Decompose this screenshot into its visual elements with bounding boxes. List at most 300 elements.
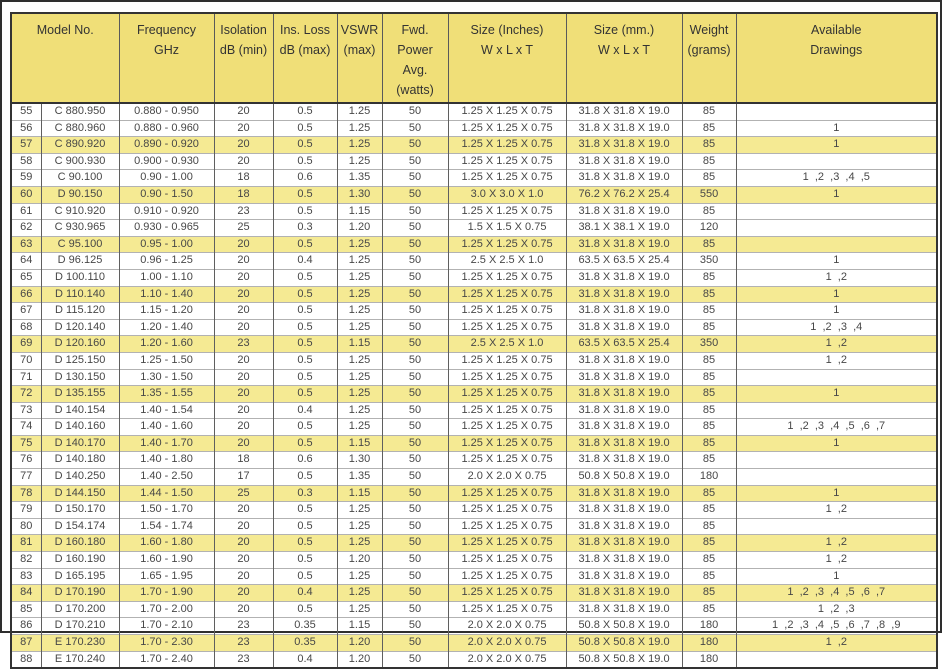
table-row [11, 103, 937, 120]
cell-model: D 90.150 [41, 186, 119, 203]
col-header-isolation [214, 13, 273, 103]
cell-smm: 31.8 X 31.8 X 19.0 [566, 369, 682, 386]
cell-loss: 0.5 [273, 601, 337, 618]
cell-drw [736, 220, 937, 237]
col-header-vswr [337, 13, 382, 103]
cell-drw: 1 ,2 [736, 552, 937, 569]
cell-power: 50 [382, 585, 448, 602]
cell-drw: 1 [736, 286, 937, 303]
cell-model: D 140.170 [41, 435, 119, 452]
table-row [11, 369, 937, 386]
table-row [11, 518, 937, 535]
header-sublabel: W x L x T [597, 43, 651, 57]
cell-no: 63 [11, 236, 41, 253]
cell-drw: 1 ,2 [736, 352, 937, 369]
cell-no: 66 [11, 286, 41, 303]
cell-freq: 1.15 - 1.20 [119, 303, 214, 320]
header-sublabel [12, 40, 119, 42]
cell-model: D 140.154 [41, 402, 119, 419]
cell-power: 50 [382, 170, 448, 187]
cell-vswr: 1.15 [337, 618, 382, 635]
cell-sin: 2.0 X 2.0 X 0.75 [448, 651, 566, 668]
cell-power: 50 [382, 120, 448, 137]
cell-vswr: 1.25 [337, 236, 382, 253]
cell-loss: 0.35 [273, 618, 337, 635]
cell-sin: 1.25 X 1.25 X 0.75 [448, 153, 566, 170]
cell-iso: 25 [214, 485, 273, 502]
cell-vswr: 1.30 [337, 186, 382, 203]
cell-model: C 900.930 [41, 153, 119, 170]
table-row [11, 186, 937, 203]
cell-iso: 20 [214, 402, 273, 419]
table-row [11, 585, 937, 602]
cell-freq: 1.35 - 1.55 [119, 386, 214, 403]
cell-power: 50 [382, 286, 448, 303]
cell-freq: 1.50 - 1.70 [119, 502, 214, 519]
cell-loss: 0.5 [273, 469, 337, 486]
table-row [11, 435, 937, 452]
cell-vswr: 1.25 [337, 103, 382, 120]
cell-sin: 1.25 X 1.25 X 0.75 [448, 601, 566, 618]
cell-model: C 890.920 [41, 137, 119, 154]
cell-vswr: 1.25 [337, 502, 382, 519]
cell-vswr: 1.20 [337, 635, 382, 652]
cell-loss: 0.4 [273, 651, 337, 668]
table-row [11, 319, 937, 336]
cell-iso: 20 [214, 120, 273, 137]
cell-smm: 31.8 X 31.8 X 19.0 [566, 170, 682, 187]
cell-no: 68 [11, 319, 41, 336]
cell-sin: 1.25 X 1.25 X 0.75 [448, 236, 566, 253]
cell-power: 50 [382, 369, 448, 386]
cell-drw: 1 [736, 568, 937, 585]
cell-wt: 180 [682, 635, 736, 652]
table-row [11, 203, 937, 220]
cell-wt: 85 [682, 153, 736, 170]
cell-smm: 31.8 X 31.8 X 19.0 [566, 552, 682, 569]
cell-iso: 20 [214, 369, 273, 386]
cell-model: D 165.195 [41, 568, 119, 585]
cell-vswr: 1.25 [337, 568, 382, 585]
cell-power: 50 [382, 419, 448, 436]
cell-sin: 1.25 X 1.25 X 0.75 [448, 419, 566, 436]
cell-iso: 18 [214, 170, 273, 187]
cell-loss: 0.5 [273, 535, 337, 552]
cell-sin: 1.25 X 1.25 X 0.75 [448, 352, 566, 369]
table-body [11, 103, 937, 668]
cell-sin: 1.25 X 1.25 X 0.75 [448, 568, 566, 585]
cell-no: 58 [11, 153, 41, 170]
cell-no: 80 [11, 518, 41, 535]
cell-sin: 1.25 X 1.25 X 0.75 [448, 435, 566, 452]
cell-iso: 25 [214, 220, 273, 237]
cell-smm: 31.8 X 31.8 X 19.0 [566, 402, 682, 419]
cell-drw: 1 ,2 [736, 336, 937, 353]
cell-model: E 170.240 [41, 651, 119, 668]
cell-drw [736, 452, 937, 469]
cell-smm: 50.8 X 50.8 X 19.0 [566, 651, 682, 668]
cell-loss: 0.5 [273, 153, 337, 170]
cell-no: 69 [11, 336, 41, 353]
cell-no: 62 [11, 220, 41, 237]
cell-loss: 0.5 [273, 137, 337, 154]
cell-drw: 1 ,2 [736, 535, 937, 552]
cell-model: D 160.180 [41, 535, 119, 552]
cell-drw: 1 [736, 386, 937, 403]
cell-model: D 140.250 [41, 469, 119, 486]
table-row [11, 236, 937, 253]
cell-smm: 31.8 X 31.8 X 19.0 [566, 518, 682, 535]
cell-no: 72 [11, 386, 41, 403]
col-header-frequency [119, 13, 214, 103]
cell-power: 50 [382, 635, 448, 652]
cell-loss: 0.5 [273, 319, 337, 336]
cell-power: 50 [382, 319, 448, 336]
cell-iso: 23 [214, 618, 273, 635]
table-row [11, 568, 937, 585]
header-sublabel: dB (max) [279, 43, 331, 57]
table-row [11, 253, 937, 270]
cell-model: D 144.150 [41, 485, 119, 502]
cell-drw: 1 [736, 137, 937, 154]
cell-no: 64 [11, 253, 41, 270]
header-sublabel: W x L x T [480, 43, 534, 57]
cell-wt: 85 [682, 535, 736, 552]
cell-sin: 1.25 X 1.25 X 0.75 [448, 485, 566, 502]
cell-smm: 31.8 X 31.8 X 19.0 [566, 269, 682, 286]
cell-power: 50 [382, 220, 448, 237]
cell-freq: 1.70 - 2.40 [119, 651, 214, 668]
cell-sin: 1.25 X 1.25 X 0.75 [448, 369, 566, 386]
table-row [11, 635, 937, 652]
header-label: Size (mm.) [593, 23, 655, 37]
header-sublabel: GHz [154, 43, 180, 57]
cell-no: 84 [11, 585, 41, 602]
cell-vswr: 1.25 [337, 585, 382, 602]
cell-freq: 1.44 - 1.50 [119, 485, 214, 502]
table-row [11, 137, 937, 154]
table-row [11, 502, 937, 519]
cell-sin: 1.25 X 1.25 X 0.75 [448, 120, 566, 137]
cell-power: 50 [382, 535, 448, 552]
table-row [11, 485, 937, 502]
cell-smm: 31.8 X 31.8 X 19.0 [566, 435, 682, 452]
cell-loss: 0.5 [273, 236, 337, 253]
cell-sin: 1.25 X 1.25 X 0.75 [448, 585, 566, 602]
cell-smm: 31.8 X 31.8 X 19.0 [566, 303, 682, 320]
cell-wt: 180 [682, 618, 736, 635]
cell-vswr: 1.35 [337, 170, 382, 187]
cell-smm: 31.8 X 31.8 X 19.0 [566, 137, 682, 154]
cell-loss: 0.5 [273, 518, 337, 535]
cell-loss: 0.5 [273, 103, 337, 120]
cell-iso: 17 [214, 469, 273, 486]
cell-drw: 1 ,2 ,3 ,4 ,5 ,6 ,7 [736, 419, 937, 436]
cell-no: 75 [11, 435, 41, 452]
cell-wt: 85 [682, 585, 736, 602]
cell-smm: 31.8 X 31.8 X 19.0 [566, 601, 682, 618]
spec-table [10, 12, 938, 669]
cell-sin: 2.0 X 2.0 X 0.75 [448, 618, 566, 635]
cell-power: 50 [382, 203, 448, 220]
table-row [11, 535, 937, 552]
cell-wt: 120 [682, 220, 736, 237]
cell-vswr: 1.25 [337, 386, 382, 403]
cell-model: D 115.120 [41, 303, 119, 320]
cell-model: E 170.230 [41, 635, 119, 652]
cell-freq: 1.70 - 2.30 [119, 635, 214, 652]
cell-power: 50 [382, 352, 448, 369]
cell-power: 50 [382, 452, 448, 469]
cell-vswr: 1.25 [337, 518, 382, 535]
cell-smm: 31.8 X 31.8 X 19.0 [566, 203, 682, 220]
cell-wt: 85 [682, 352, 736, 369]
cell-drw [736, 369, 937, 386]
cell-smm: 31.8 X 31.8 X 19.0 [566, 153, 682, 170]
cell-freq: 1.20 - 1.60 [119, 336, 214, 353]
cell-model: C 90.100 [41, 170, 119, 187]
col-header-weight [682, 13, 736, 103]
cell-smm: 31.8 X 31.8 X 19.0 [566, 585, 682, 602]
cell-sin: 1.25 X 1.25 X 0.75 [448, 203, 566, 220]
cell-loss: 0.5 [273, 386, 337, 403]
cell-iso: 20 [214, 552, 273, 569]
header-label: Ins. Loss [280, 23, 331, 37]
cell-power: 50 [382, 435, 448, 452]
cell-no: 74 [11, 419, 41, 436]
cell-vswr: 1.15 [337, 435, 382, 452]
cell-smm: 76.2 X 76.2 X 25.4 [566, 186, 682, 203]
cell-iso: 20 [214, 435, 273, 452]
cell-vswr: 1.15 [337, 203, 382, 220]
cell-wt: 85 [682, 120, 736, 137]
cell-iso: 18 [214, 452, 273, 469]
header-sublabel: Avg. (watts) [396, 63, 434, 97]
cell-iso: 20 [214, 601, 273, 618]
cell-freq: 1.20 - 1.40 [119, 319, 214, 336]
table-row [11, 220, 937, 237]
table-row [11, 336, 937, 353]
cell-loss: 0.5 [273, 552, 337, 569]
cell-vswr: 1.25 [337, 601, 382, 618]
cell-iso: 20 [214, 319, 273, 336]
cell-wt: 85 [682, 518, 736, 535]
cell-loss: 0.35 [273, 635, 337, 652]
cell-drw: 1 ,2 [736, 502, 937, 519]
cell-smm: 31.8 X 31.8 X 19.0 [566, 502, 682, 519]
cell-sin: 1.5 X 1.5 X 0.75 [448, 220, 566, 237]
cell-no: 55 [20, 105, 33, 117]
cell-drw: 1 [736, 435, 937, 452]
cell-wt: 85 [682, 236, 736, 253]
cell-freq: 1.30 - 1.50 [119, 369, 214, 386]
cell-freq: 1.60 - 1.90 [119, 552, 214, 569]
cell-freq: 0.880 - 0.960 [119, 120, 214, 137]
cell-power: 50 [382, 518, 448, 535]
cell-no: 78 [11, 485, 41, 502]
cell-loss: 0.4 [273, 253, 337, 270]
cell-freq: 1.65 - 1.95 [119, 568, 214, 585]
cell-drw [736, 651, 937, 668]
cell-power: 50 [382, 386, 448, 403]
cell-wt: 85 [682, 203, 736, 220]
cell-no: 65 [11, 269, 41, 286]
cell-loss: 0.3 [273, 220, 337, 237]
cell-loss: 0.5 [273, 303, 337, 320]
cell-sin: 2.5 X 2.5 X 1.0 [448, 336, 566, 353]
cell-sin: 1.25 X 1.25 X 0.75 [448, 386, 566, 403]
cell-smm: 63.5 X 63.5 X 25.4 [566, 253, 682, 270]
header-sublabel: (grams) [687, 43, 731, 57]
cell-smm: 31.8 X 31.8 X 19.0 [566, 352, 682, 369]
cell-power: 50 [382, 651, 448, 668]
cell-smm: 31.8 X 31.8 X 19.0 [566, 535, 682, 552]
cell-vswr: 1.25 [337, 137, 382, 154]
table-row [11, 452, 937, 469]
cell-wt: 85 [682, 485, 736, 502]
cell-loss: 0.5 [273, 435, 337, 452]
cell-drw [736, 103, 937, 120]
cell-iso: 20 [214, 137, 273, 154]
cell-wt: 550 [682, 186, 736, 203]
cell-sin: 1.25 X 1.25 X 0.75 [448, 535, 566, 552]
cell-model: D 160.190 [41, 552, 119, 569]
cell-sin: 1.25 X 1.25 X 0.75 [448, 518, 566, 535]
table-row [11, 269, 937, 286]
cell-model: D 170.210 [41, 618, 119, 635]
cell-no: 59 [11, 170, 41, 187]
cell-freq: 0.900 - 0.930 [119, 153, 214, 170]
cell-power: 50 [382, 303, 448, 320]
cell-iso: 23 [214, 336, 273, 353]
cell-model: D 170.190 [41, 585, 119, 602]
header-label: Model No. [36, 23, 94, 37]
cell-power: 50 [382, 552, 448, 569]
cell-no: 82 [11, 552, 41, 569]
cell-smm: 50.8 X 50.8 X 19.0 [566, 469, 682, 486]
cell-loss: 0.5 [273, 568, 337, 585]
cell-freq: 1.40 - 1.80 [119, 452, 214, 469]
col-header-model-no [11, 13, 119, 103]
header-label: Fwd. Power [397, 23, 433, 57]
cell-model: D 140.180 [41, 452, 119, 469]
cell-model: D 150.170 [41, 502, 119, 519]
cell-power: 50 [382, 103, 448, 120]
cell-iso: 20 [214, 253, 273, 270]
cell-iso: 20 [214, 535, 273, 552]
cell-loss: 0.5 [273, 203, 337, 220]
cell-sin: 2.5 X 2.5 X 1.0 [448, 253, 566, 270]
cell-wt: 85 [682, 369, 736, 386]
table-row [11, 386, 937, 403]
cell-iso: 20 [214, 303, 273, 320]
cell-no: 67 [11, 303, 41, 320]
cell-model: D 96.125 [41, 253, 119, 270]
cell-loss: 0.5 [273, 186, 337, 203]
cell-wt: 85 [682, 319, 736, 336]
cell-iso: 20 [214, 153, 273, 170]
cell-freq: 1.40 - 2.50 [119, 469, 214, 486]
cell-no: 61 [11, 203, 41, 220]
cell-drw [736, 469, 937, 486]
cell-sin: 1.25 X 1.25 X 0.75 [448, 502, 566, 519]
cell-sin: 1.25 X 1.25 X 0.75 [448, 137, 566, 154]
cell-wt: 85 [682, 402, 736, 419]
cell-model: D 135.155 [41, 386, 119, 403]
cell-model: D 110.140 [41, 286, 119, 303]
cell-freq: 1.10 - 1.40 [119, 286, 214, 303]
cell-power: 50 [382, 402, 448, 419]
cell-smm: 31.8 X 31.8 X 19.0 [566, 419, 682, 436]
cell-wt: 85 [682, 552, 736, 569]
cell-power: 50 [382, 137, 448, 154]
cell-freq: 1.60 - 1.80 [119, 535, 214, 552]
cell-no: 87 [11, 635, 41, 652]
cell-model: D 100.110 [41, 269, 119, 286]
cell-model: C 880.960 [41, 120, 119, 137]
cell-drw: 1 ,2 ,3 ,4 [736, 319, 937, 336]
cell-vswr: 1.25 [337, 303, 382, 320]
table-row [11, 352, 937, 369]
cell-wt: 85 [682, 137, 736, 154]
cell-no: 88 [11, 651, 41, 668]
cell-wt: 85 [682, 601, 736, 618]
cell-power: 50 [382, 485, 448, 502]
cell-iso: 20 [214, 568, 273, 585]
cell-no: 70 [11, 352, 41, 369]
cell-loss: 0.5 [273, 369, 337, 386]
header-label: VSWR [340, 23, 379, 37]
cell-smm: 31.8 X 31.8 X 19.0 [566, 120, 682, 137]
cell-vswr: 1.15 [337, 336, 382, 353]
col-header-size-mm [566, 13, 682, 103]
cell-loss: 0.6 [273, 452, 337, 469]
cell-sin: 1.25 X 1.25 X 0.75 [448, 319, 566, 336]
cell-smm: 31.8 X 31.8 X 19.0 [566, 236, 682, 253]
cell-loss: 0.5 [273, 336, 337, 353]
cell-drw [736, 203, 937, 220]
cell-smm: 31.8 X 31.8 X 19.0 [566, 319, 682, 336]
cell-freq: 0.890 - 0.920 [119, 137, 214, 154]
cell-drw: 1 ,2 [736, 269, 937, 286]
cell-power: 50 [382, 269, 448, 286]
cell-sin: 1.25 X 1.25 X 0.75 [448, 303, 566, 320]
cell-wt: 85 [682, 435, 736, 452]
table-row [11, 303, 937, 320]
header-sublabel: Drawings [810, 43, 863, 57]
cell-drw: 1 ,2 ,3 ,4 ,5 [736, 170, 937, 187]
cell-model: D 120.160 [41, 336, 119, 353]
cell-freq: 1.40 - 1.60 [119, 419, 214, 436]
cell-no: 76 [11, 452, 41, 469]
cell-smm: 50.8 X 50.8 X 19.0 [566, 635, 682, 652]
cell-vswr: 1.30 [337, 452, 382, 469]
cell-loss: 0.5 [273, 502, 337, 519]
cell-sin: 1.25 X 1.25 X 0.75 [448, 170, 566, 187]
cell-vswr: 1.25 [337, 402, 382, 419]
cell-drw: 1 ,2 [736, 635, 937, 652]
cell-no: 60 [11, 186, 41, 203]
cell-drw [736, 236, 937, 253]
cell-smm: 38.1 X 38.1 X 19.0 [566, 220, 682, 237]
cell-vswr: 1.25 [337, 253, 382, 270]
cell-model: C 910.920 [41, 203, 119, 220]
header-sublabel: (max) [343, 43, 376, 57]
cell-sin: 1.25 X 1.25 X 0.75 [448, 552, 566, 569]
cell-no: 86 [11, 618, 41, 635]
cell-power: 50 [382, 153, 448, 170]
cell-smm: 31.8 X 31.8 X 19.0 [566, 386, 682, 403]
